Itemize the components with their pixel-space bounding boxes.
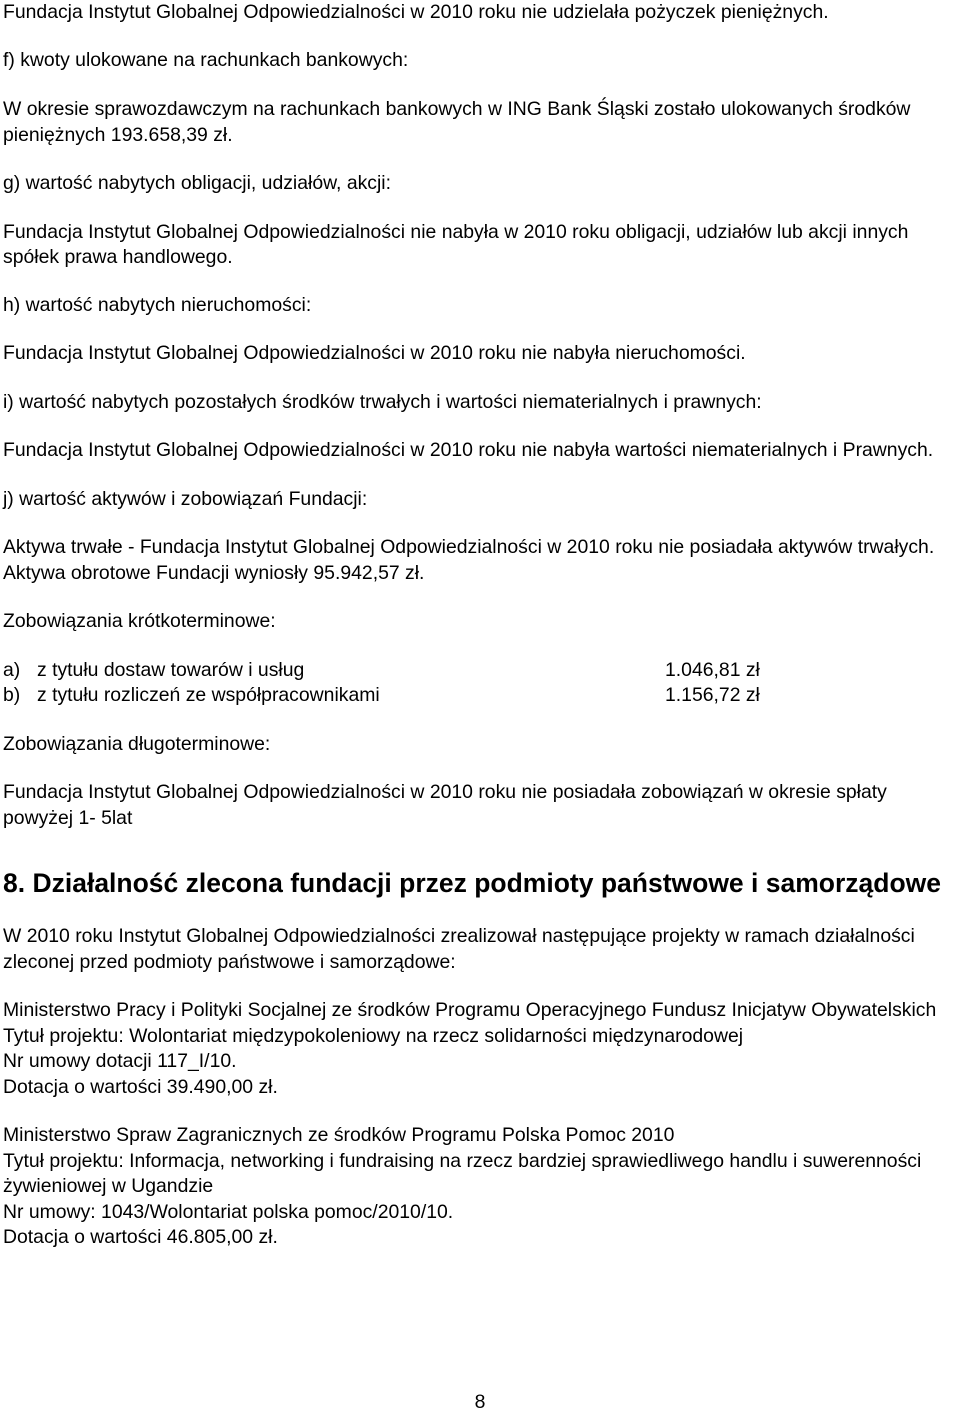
document-page xyxy=(3,0,959,1251)
liability-amount: 1.156,72 zł xyxy=(665,684,760,706)
section-j-body: Aktywa trwałe - Fundacja Instytut Globalnej Odpowiedzialności w 2010 roku nie posiadała aktywów trwałych. Aktywa obrotowe Fundacji wyniosły 95.942,57 zł. xyxy=(3,536,935,584)
section-i-body: Fundacja Instytut Globalnej Odpowiedzialności w 2010 roku nie nabyła wartości niematerialnych i Prawnych. xyxy=(3,439,934,461)
section-i-heading: i) wartość nabytych pozostałych środków trwałych i wartości niematerialnych i prawnych: xyxy=(3,390,762,413)
section-h-body: Fundacja Instytut Globalnej Odpowiedzialności w 2010 roku nie nabyła nieruchomości. xyxy=(3,342,746,364)
project-title: Tytuł projektu: Wolontariat międzypokoleniowy na rzecz solidarności międzynarodowej xyxy=(3,1024,744,1047)
liability-label: z tytułu dostaw towarów i usług xyxy=(37,658,305,681)
project-title: Tytuł projektu: Informacja, networking i fundraising na rzecz bardziej sprawiedliwego handlu i suwerenności żywieniowej w Ugandzie xyxy=(3,1149,922,1197)
project-funder: Ministerstwo Spraw Zagranicznych ze środków Programu Polska Pomoc 2010 xyxy=(3,1124,675,1146)
section-8-intro: W 2010 roku Instytut Globalnej Odpowiedzialności zrealizował następujące projekty w ramach działalności zleconej przed podmioty państwowe i samorządowe: xyxy=(3,925,915,973)
project-1 xyxy=(3,998,959,1100)
section-f-heading: f) kwoty ulokowane na rachunkach bankowych: xyxy=(3,48,409,71)
short-term-liabilities-list xyxy=(3,658,959,709)
project-2 xyxy=(3,1123,959,1251)
list-marker: b) xyxy=(3,684,21,706)
project-agreement-number: Nr umowy: 1043/Wolontariat polska pomoc/2010/10. xyxy=(3,1200,454,1223)
list-item xyxy=(3,658,959,684)
section-g-heading: g) wartość nabytych obligacji, udziałów, akcji: xyxy=(3,172,391,194)
section-8-heading: 8. Działalność zlecona fundacji przez podmioty państwowe i samorządowe xyxy=(3,868,942,898)
section-f-body: W okresie sprawozdawczym na rachunkach bankowych w ING Bank Śląski zostało ulokowanych środków pieniężnych 193.658,39 zł. xyxy=(3,98,911,146)
project-funder: Ministerstwo Pracy i Polityki Socjalnej ze środków Programu Operacyjnego Fundusz Inicjatyw Obywatelskich xyxy=(3,999,937,1021)
page-number: 8 xyxy=(474,1391,486,1413)
project-grant-value: Dotacja o wartości 46.805,00 zł. xyxy=(3,1226,278,1248)
project-agreement-number: Nr umowy dotacji 117_I/10. xyxy=(3,1050,237,1072)
project-grant-value: Dotacja o wartości 39.490,00 zł. xyxy=(3,1075,278,1098)
long-term-liabilities-heading: Zobowiązania długoterminowe: xyxy=(3,732,271,755)
list-item xyxy=(3,683,959,709)
list-marker: a) xyxy=(3,658,21,681)
short-term-liabilities-heading: Zobowiązania krótkoterminowe: xyxy=(3,610,276,632)
liability-label: z tytułu rozliczeń ze współpracownikami xyxy=(37,684,380,706)
long-term-liabilities-body: Fundacja Instytut Globalnej Odpowiedzialności w 2010 roku nie posiadała zobowiązań w okresie spłaty powyżej 1- 5lat xyxy=(3,781,887,829)
section-j-heading: j) wartość aktywów i zobowiązań Fundacji: xyxy=(3,487,368,510)
liability-amount: 1.046,81 zł xyxy=(665,658,760,681)
loans-statement: Fundacja Instytut Globalnej Odpowiedzialności w 2010 roku nie udzielała pożyczek pieniężnych. xyxy=(3,1,829,23)
section-g-body: Fundacja Instytut Globalnej Odpowiedzialności nie nabyła w 2010 roku obligacji, udziałów lub akcji innych spółek prawa handlowego. xyxy=(3,220,909,268)
section-h-heading: h) wartość nabytych nieruchomości: xyxy=(3,293,312,316)
